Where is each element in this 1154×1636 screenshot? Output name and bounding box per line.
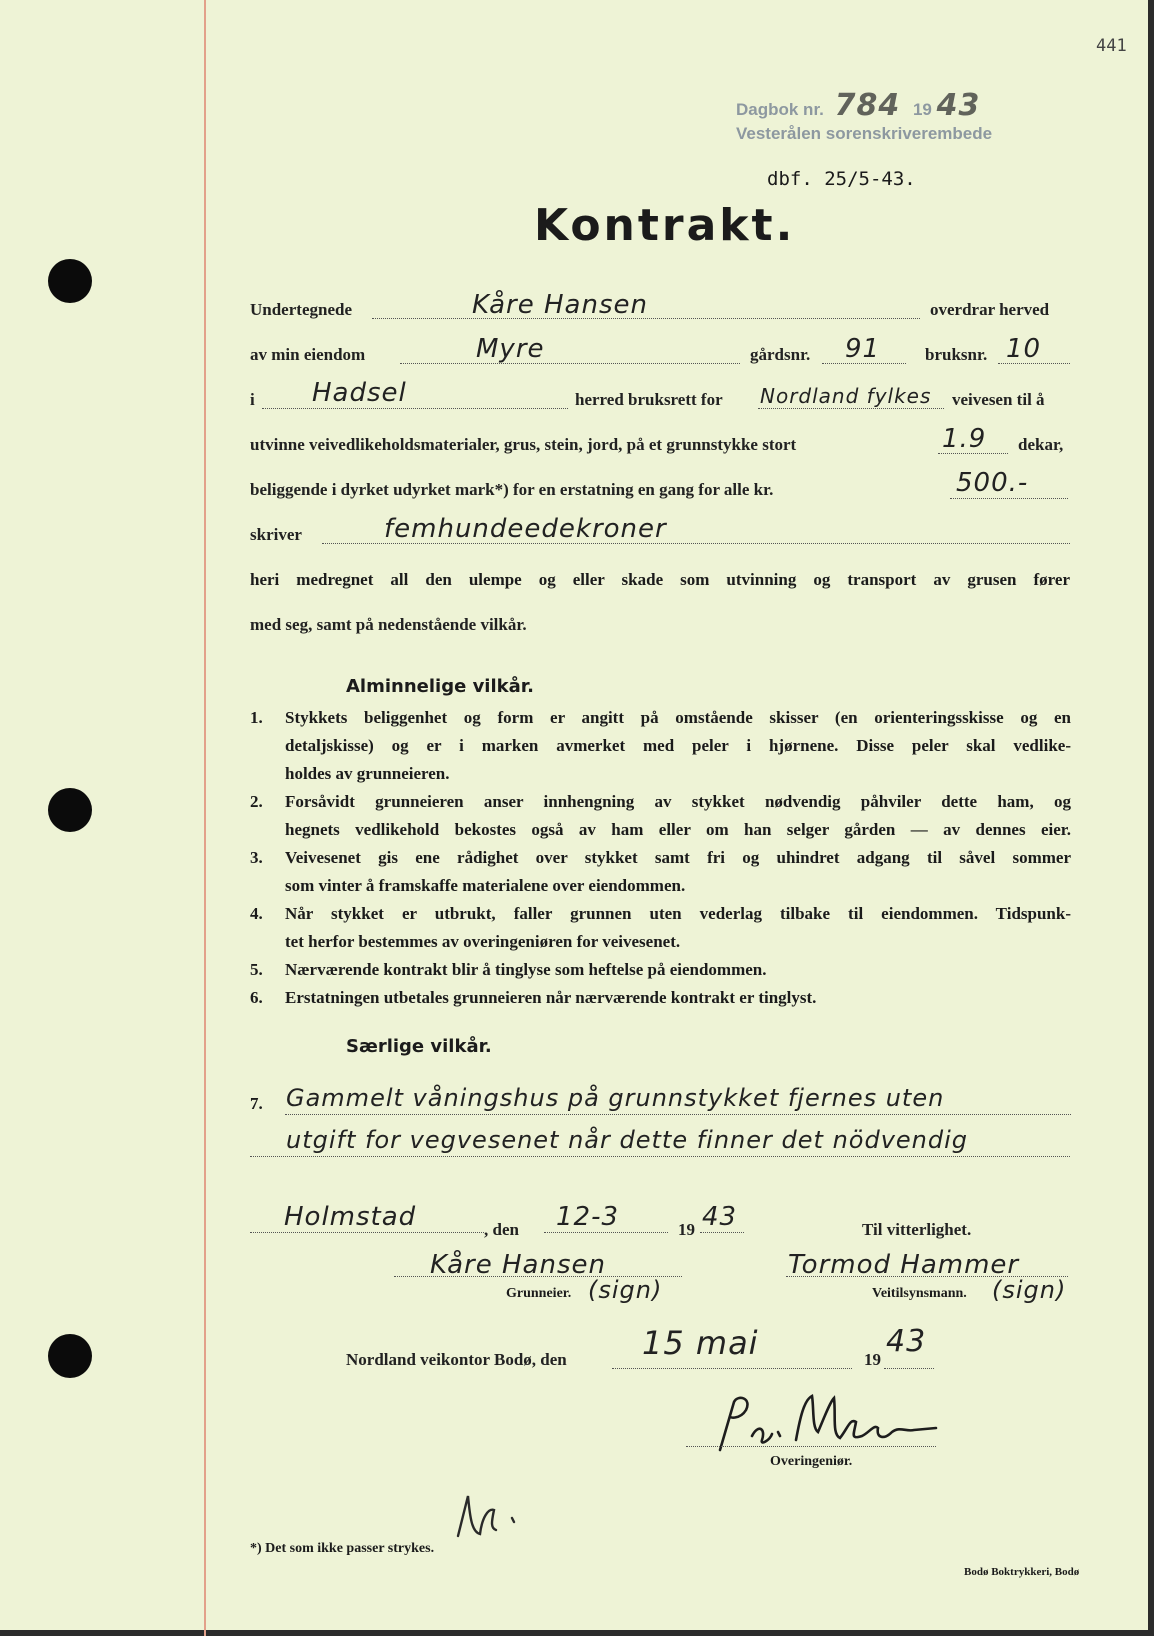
- owner-role: Grunneier.: [506, 1286, 572, 1301]
- punch-hole-icon: [48, 788, 92, 832]
- county-name: Nordland fylkes: [760, 384, 932, 408]
- punch-hole-icon: [48, 1334, 92, 1378]
- den-label: , den: [484, 1220, 519, 1239]
- condition-line: Forsåvidt grunneieren anser innhengning av stykket nødvendig påhviler dette ham, og: [285, 792, 1071, 811]
- herred-label: herred bruksrett for: [575, 390, 723, 409]
- stamp-office: Vesterålen sorenskriverembede: [736, 124, 993, 143]
- punch-hole-icon: [48, 259, 92, 303]
- scan-edge-bottom: [0, 1630, 1154, 1636]
- amount-value: 500.-: [956, 468, 1029, 498]
- condition-line: Veivesenet gis ene rådighet over stykket samt fri og uhindret adgang til såvel sommer: [285, 848, 1071, 867]
- i-label: i: [250, 390, 255, 409]
- herred-name: Hadsel: [312, 378, 407, 408]
- condition-line: hegnets vedlikehold bekostes også av ham eller om han selger gården — av dennes eier.: [285, 820, 1071, 839]
- condition-number: 5.: [250, 960, 263, 979]
- condition-line: detaljskisse) og er i marken avmerket med peler i hjørnene. Disse peler skal vedlike-: [285, 736, 1071, 755]
- special-conditions-heading: Særlige vilkår.: [346, 1036, 492, 1057]
- condition-line: som vinter å framskaffe materialene over eiendommen.: [285, 876, 686, 895]
- fill-line: [250, 1156, 1070, 1157]
- line5-text: beliggende i dyrket udyrket mark*) for en erstatning en gang for alle kr.: [250, 480, 774, 499]
- line4-text: utvinne veivedlikeholdsmaterialer, grus, stein, jord, på et grunnstykke stort: [250, 435, 797, 454]
- office-date: 15 mai: [642, 1324, 759, 1362]
- condition-line: Nærværende kontrakt blir å tinglyse som heftelse på eiendommen.: [285, 960, 767, 979]
- stamp-label: Dagbok nr.: [736, 100, 824, 119]
- owner-signature: Kåre Hansen: [430, 1250, 606, 1280]
- paragraph-line: heri medregnet all den ulempe og eller skade som utvinning og transport av grusen fører: [250, 570, 1070, 589]
- stamp-year: 43: [936, 88, 981, 123]
- initials-mark: [452, 1488, 542, 1544]
- condition-line: Når stykket er utbrukt, faller grunnen uten vederlag tilbake til eiendommen. Tidspunk-: [285, 904, 1071, 923]
- signature-line: [686, 1446, 936, 1447]
- veivesen-label: veivesen til å: [952, 390, 1045, 409]
- fill-line: [285, 1114, 1071, 1115]
- office-year-prefix: 19: [864, 1350, 881, 1369]
- overdrar-label: overdrar herved: [930, 300, 1050, 319]
- condition-line: Stykkets beliggenhet og form er angitt på omstående skisser (en orienteringsskisse og en: [285, 708, 1071, 727]
- witness-sign-note: (sign): [992, 1276, 1067, 1304]
- footnote: *) Det som ikke passer strykes.: [250, 1541, 435, 1556]
- condition-number: 4.: [250, 904, 263, 923]
- condition-number: 2.: [250, 792, 263, 811]
- signing-date: 12-3: [556, 1202, 620, 1232]
- bruksnr-value: 10: [1006, 334, 1042, 364]
- fill-line: [950, 498, 1068, 499]
- fill-line: [544, 1232, 668, 1233]
- gardsnr-label: gårdsnr.: [750, 345, 811, 364]
- special-condition-line: utgift for vegvesenet når dette finner det nödvendig: [286, 1126, 969, 1154]
- page-number: 441: [1096, 36, 1127, 56]
- witness-signature: Tormod Hammer: [788, 1250, 1020, 1280]
- fill-line: [612, 1368, 852, 1369]
- fill-line: [700, 1232, 744, 1233]
- fill-line: [250, 1232, 484, 1233]
- fill-line: [262, 408, 568, 409]
- owner-name: Kåre Hansen: [472, 290, 648, 320]
- signing-place: Holmstad: [284, 1202, 417, 1232]
- gardsnr-value: 91: [845, 334, 881, 364]
- signing-year: 43: [702, 1202, 738, 1232]
- office-year: 43: [886, 1324, 927, 1359]
- bruksnr-label: bruksnr.: [925, 345, 988, 364]
- fill-line: [884, 1368, 934, 1369]
- special-condition-line: Gammelt våningshus på grunnstykket fjernes uten: [286, 1084, 945, 1112]
- condition-number: 7.: [250, 1094, 263, 1113]
- printer-imprint: Bodø Boktrykkeri, Bodø: [964, 1566, 1080, 1578]
- engineer-role: Overingeniør.: [770, 1454, 853, 1469]
- stamp-dagbok: [736, 88, 980, 123]
- engineer-signature: [700, 1388, 950, 1458]
- condition-number: 3.: [250, 848, 263, 867]
- area-value: 1.9: [942, 424, 987, 454]
- dbf-note: dbf. 25/5-43.: [767, 168, 916, 190]
- undertegnede-label: Undertegnede: [250, 300, 352, 319]
- fill-line: [400, 363, 740, 364]
- document-title: Kontrakt.: [534, 200, 796, 251]
- condition-number: 6.: [250, 988, 263, 1007]
- paragraph-line: med seg, samt på nedenstående vilkår.: [250, 615, 527, 634]
- witness-role: Veitilsynsmann.: [872, 1286, 967, 1301]
- condition-line: Erstatningen utbetales grunneieren når nærværende kontrakt er tinglyst.: [285, 988, 817, 1007]
- fill-line: [758, 408, 944, 409]
- margin-rule: [204, 0, 206, 1636]
- office-label: Nordland veikontor Bodø, den: [346, 1350, 567, 1369]
- witness-label: Til vitterlighet.: [862, 1220, 972, 1239]
- stamp-year-prefix: 19: [912, 100, 932, 119]
- scan-edge-right: [1148, 0, 1154, 1636]
- property-name: Myre: [476, 334, 545, 364]
- condition-number: 1.: [250, 708, 263, 727]
- stamp-number: 784: [834, 88, 901, 123]
- amount-words: femhundeedekroner: [384, 514, 667, 544]
- condition-line: holdes av grunneieren.: [285, 764, 450, 783]
- skriver-label: skriver: [250, 525, 302, 544]
- owner-sign-note: (sign): [588, 1276, 663, 1304]
- condition-line: tet herfor bestemmes av overingeniøren for veivesenet.: [285, 932, 681, 951]
- dekar-label: dekar,: [1018, 435, 1064, 454]
- eiendom-label: av min eiendom: [250, 345, 366, 364]
- year-prefix: 19: [678, 1220, 695, 1239]
- general-conditions-heading: Alminnelige vilkår.: [346, 676, 534, 697]
